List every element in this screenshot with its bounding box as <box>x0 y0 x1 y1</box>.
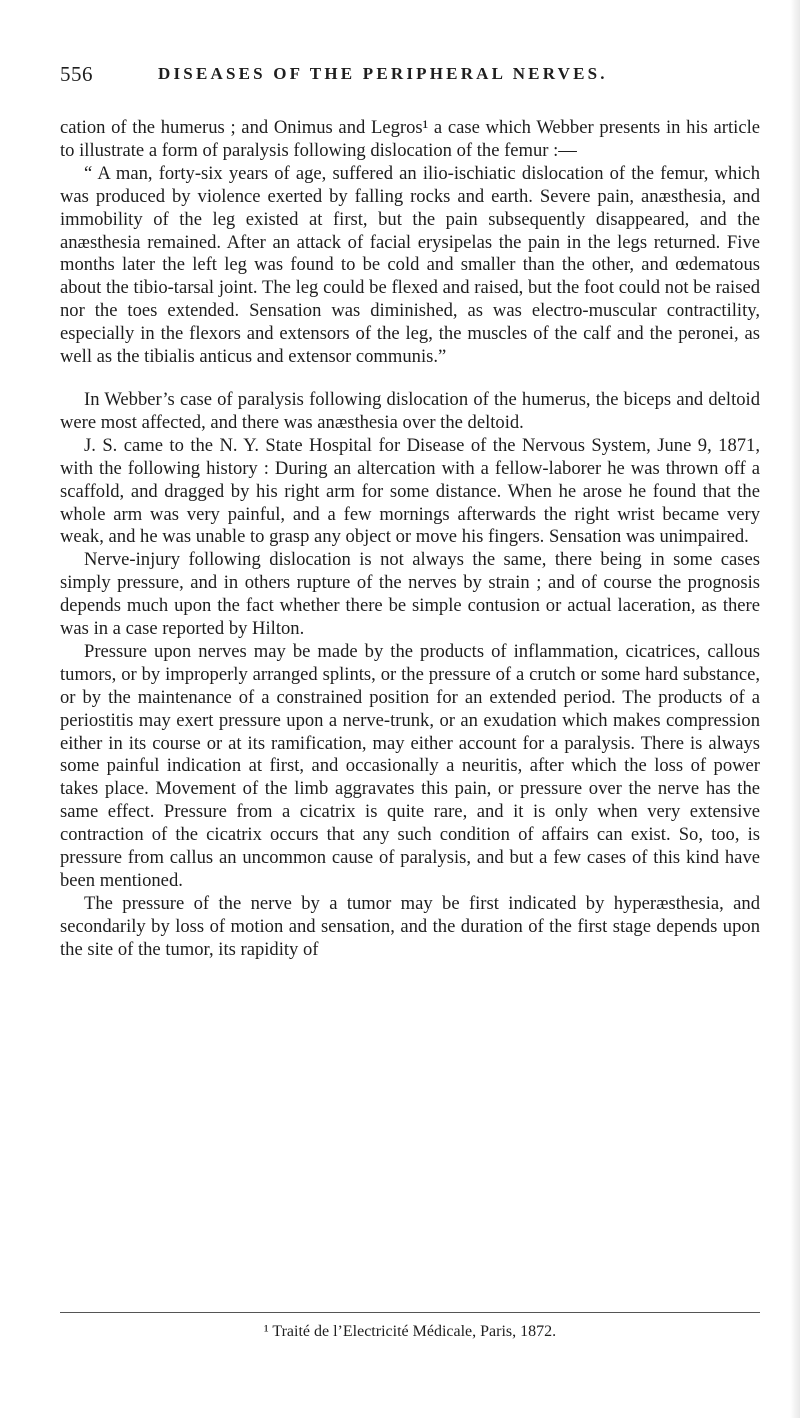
footnote-divider <box>60 1312 760 1313</box>
paragraph-tumor: The pressure of the nerve by a tumor may be first indicated by hyperæsthesia, and secondarily by loss of motion and sensation, and the duration of the first stage depends upon the site of the tumor, its rapidity of <box>60 892 760 960</box>
page-header <box>60 62 760 92</box>
paragraph-continuation: cation of the humerus ; and Onimus and Legros¹ a case which Webber presents in his article to illustrate a form of paralysis following dislocation of the femur :— <box>60 117 760 161</box>
footnote: ¹ Traité de l’Electricité Médicale, Paris, 1872. <box>263 1323 557 1340</box>
paragraph-webber-case: In Webber’s case of paralysis following dislocation of the humerus, the biceps and deltoid were most affected, and there was anæsthesia over the deltoid. <box>60 388 760 433</box>
paragraph-quote: “ A man, forty-six years of age, suffered an ilio-ischiatic dislocation of the femur, which was produced by violence exerted by falling rocks and earth. Severe pain, anæsthesia, and immobility of the leg existed at first, but the pain subsequently disappeared, and the anæsthesia remained. After an attack of facial erysipelas the pain in the legs returned. Five months later the left leg was found to be cold and smaller than the other, and œdematous about the tibio-tarsal joint. The leg could be flexed and raised, but the foot could not be raised nor the toes extended. Sensation was diminished, as was electro-muscular contractility, especially in the flexors and extensors of the leg, the muscles of the calf and the peronei, as well as the tibialis anticus and extensor communis.” <box>60 162 760 368</box>
paragraph-case-report: J. S. came to the N. Y. State Hospital for Disease of the Nervous System, June 9, 1871, with the following history : During an altercation with a fellow-laborer he was thrown off a scaffold, and dragged by his right arm for some distance. When he arose he found that the whole arm was very painful, and a few mornings afterwards the right wrist became very weak, and he was unable to grasp any object or move his fingers. Sensation was unimpaired. <box>60 434 760 548</box>
paragraph-nerve-injury: Nerve-injury following dislocation is not always the same, there being in some cases simply pressure, and in others rupture of the nerves by strain ; and of course the prognosis depends much upon the fact whether there be simple contusion or actual laceration, as there was in a case reported by Hilton. <box>60 549 760 640</box>
body-text <box>60 117 760 962</box>
page-number: 556 <box>60 62 93 86</box>
page-edge-shadow <box>790 0 800 1418</box>
running-head: DISEASES OF THE PERIPHERAL NERVES. <box>158 64 608 83</box>
paragraph-pressure: Pressure upon nerves may be made by the products of inflammation, cicatrices, callous tumors, or by improperly arranged splints, or the pressure of a crutch or some hard substance, or by the maintenance of a constrained position for an extended period. The products of a periostitis may exert pressure upon a nerve-trunk, or an exudation which makes compression either in its course or at its ramification, may either account for a paralysis. There is always some painful indication at first, and occasionally a neuritis, after which the loss of power takes place. Movement of the limb aggravates this pain, or pressure over the nerve has the same effect. Pressure from a cicatrix is quite rare, and it is only when very extensive contraction of the cicatrix occurs that any such condition of affairs can exist. So, too, is pressure from callus an uncommon cause of paralysis, and but a few cases of this kind have been mentioned. <box>60 640 760 891</box>
